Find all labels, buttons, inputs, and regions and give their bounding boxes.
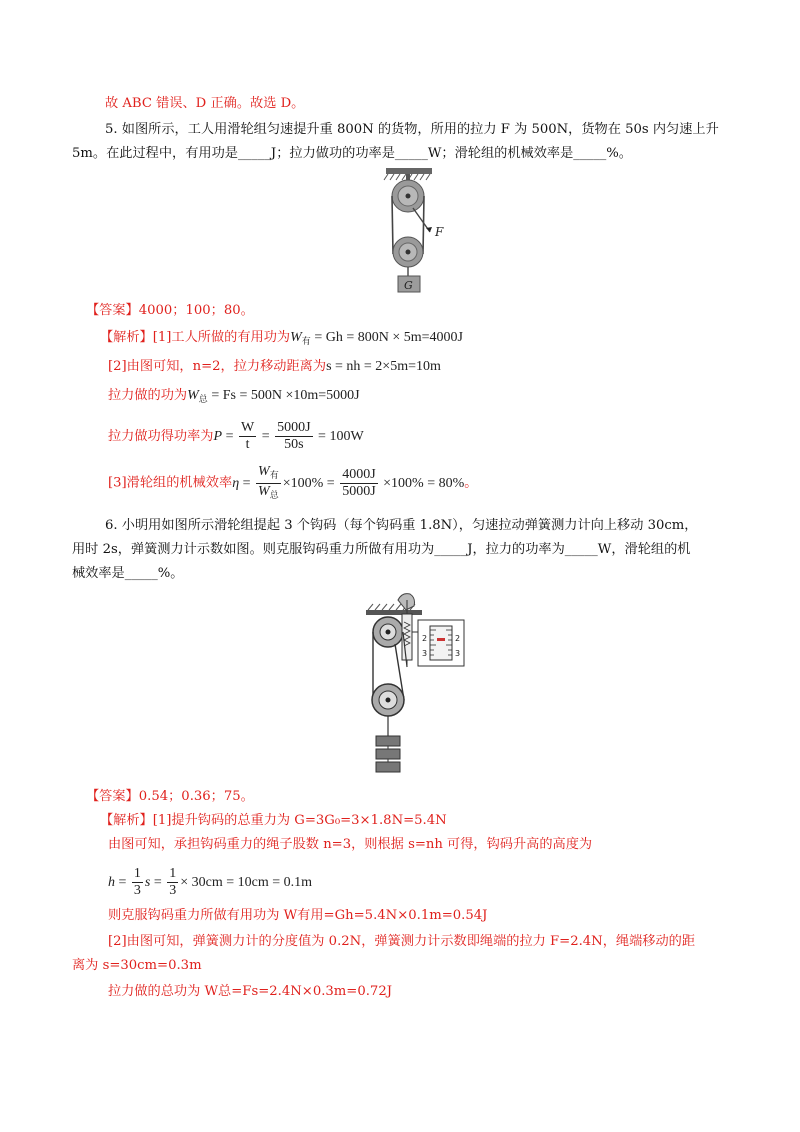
q5-pulley-figure bbox=[380, 168, 450, 294]
answer-values: 0.54；0.36；75。 bbox=[138, 789, 254, 804]
q5-analysis-3: 拉力做的功为$W_总 = Fs = 500N \times 10m=5000J$ bbox=[108, 388, 360, 404]
q6-analysis-6: 离为 s=30cm=0.3m bbox=[72, 958, 202, 973]
q5-question-line1: 5. 如图所示，工人用滑轮组匀速提升重 800N 的货物，所用的拉力 F 为 500N，货物在 50s 内匀速上升 bbox=[105, 122, 719, 137]
q6-analysis-2: 由图可知，承担钩码重力的绳子股数 n=3，则根据 s=nh 可得，钩码升高的高度为 bbox=[108, 837, 593, 852]
scale-mark-2-left: 2 bbox=[422, 634, 428, 643]
q5-analysis-5: [3]滑轮组的机械效率η = $\frac{W_有}{W_总}$ ×100% = $\frac{4000J}{5000J}$ ×100% = 80%。 bbox=[108, 464, 478, 500]
q6-answer bbox=[86, 787, 254, 807]
q6-analysis-5: [2]由图可知，弹簧测力计的分度值为 0.2N，弹簧测力计示数即绳端的拉力 F=2.4N，绳端移动的距 bbox=[108, 934, 696, 949]
q5-analysis-4: 拉力做功得功率为P = $\frac{W}{t}$ = $\frac{5000J}{50s}$ = 100W bbox=[108, 420, 364, 453]
q6-question-line2: 用时 2s，弹簧测力计示数如图。则克服钩码重力所做有用功为_____J，拉力的功率为_____W，滑轮组的机 bbox=[72, 542, 691, 557]
q5-question-line2: 5m。在此过程中，有用功是_____J；拉力做功的功率是_____W；滑轮组的机械效率是_____%。 bbox=[72, 146, 632, 161]
answer-tag: 【答案】 bbox=[86, 303, 139, 318]
answer-tag: 【答案】 bbox=[86, 789, 139, 804]
q6-analysis-4: 则克服钩码重力所做有用功为 W有用=Gh=5.4N×0.1m=0.54J bbox=[108, 908, 488, 923]
q4-conclusion: 故 ABC 错误、D 正确。故选 D。 bbox=[105, 96, 305, 111]
answer-values: 4000；100；80。 bbox=[138, 303, 254, 318]
q6-analysis-1: 【解析】[1]提升钩码的总重力为 G=3G₀=3×1.8N=5.4N bbox=[100, 813, 447, 828]
weight-label-G: G bbox=[404, 279, 413, 292]
q6-analysis-7: 拉力做的总功为 W总=Fs=2.4N×0.3m=0.72J bbox=[108, 984, 393, 999]
q5-analysis-1: 【解析】[1]工人所做的有用功为$W_有 = Gh = 800N \times 5m=4000J$ bbox=[100, 330, 463, 346]
q6-question-line3: 械效率是_____%。 bbox=[72, 566, 184, 581]
scale-mark-3-right: 3 bbox=[455, 649, 461, 658]
q6-pulley-figure bbox=[360, 592, 472, 776]
q5-analysis-2: [2]由图可知，n=2，拉力移动距离为s = nh = 2×5m=10m bbox=[108, 359, 441, 374]
scale-mark-2-right: 2 bbox=[455, 634, 461, 643]
analysis-tag: 【解析】 bbox=[100, 330, 153, 345]
analysis-tag: 【解析】 bbox=[100, 813, 153, 828]
q6-question-line1: 6. 小明用如图所示滑轮组提起 3 个钩码（每个钩码重 1.8N），匀速拉动弹簧测力计向上移动 30cm， bbox=[105, 518, 698, 533]
q6-analysis-3: h = $\frac{1}{3}$ s = $\frac{1}{3}$ × 30cm = 10cm = 0.1m bbox=[108, 866, 313, 899]
force-label-F: F bbox=[435, 225, 444, 239]
q5-answer bbox=[86, 301, 254, 321]
scale-mark-3-left: 3 bbox=[422, 649, 428, 658]
